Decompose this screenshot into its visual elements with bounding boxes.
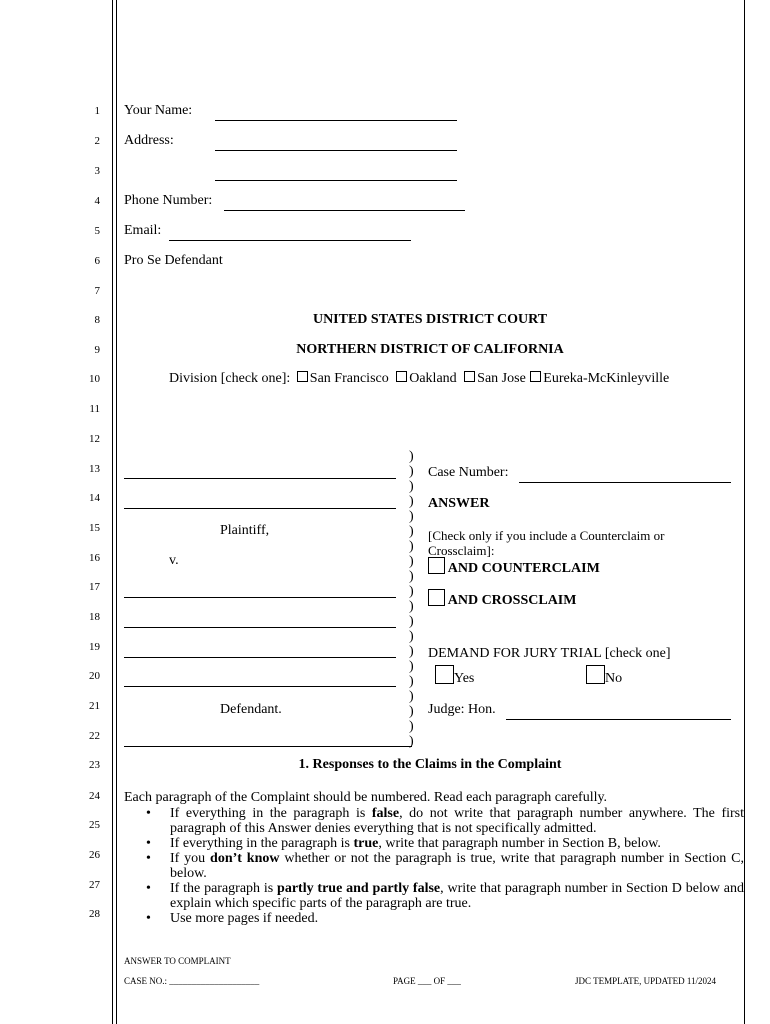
footer-doc-title: ANSWER TO COMPLAINT <box>124 956 231 966</box>
line-number: 13 <box>89 463 100 475</box>
jury-no-label: No <box>605 671 623 686</box>
line-number: 15 <box>89 522 100 534</box>
line-number: 3 <box>94 165 100 177</box>
jury-demand-label: DEMAND FOR JURY TRIAL [check one] <box>428 646 671 661</box>
email-label: Email: <box>124 223 162 238</box>
plaintiff-name-line-1[interactable] <box>124 464 396 479</box>
jury-no-row <box>586 665 622 687</box>
line-number: 19 <box>89 641 100 653</box>
answer-title: ANSWER <box>428 496 490 511</box>
line-number: 26 <box>89 849 100 861</box>
line-number: 18 <box>89 611 100 623</box>
caption-bottom-line <box>124 746 412 747</box>
crossclaim-checkbox[interactable] <box>428 589 445 606</box>
defendant-name-line-3[interactable] <box>124 643 396 658</box>
line-number: 9 <box>94 344 100 356</box>
right-margin-rule <box>744 0 745 1024</box>
line-number: 25 <box>89 819 100 831</box>
caption-divider: ) ) ) ) ) ) ) ) ) ) ) ) ) ) ) ) ) ) ) ) <box>409 449 414 749</box>
crossclaim-label: AND CROSSCLAIM <box>447 593 577 608</box>
line-number: 4 <box>94 195 100 207</box>
judge-field[interactable] <box>506 703 731 720</box>
judge-label: Judge: Hon. <box>428 702 496 717</box>
jury-yes-checkbox[interactable] <box>435 665 454 684</box>
line-number: 22 <box>89 730 100 742</box>
line-number: 16 <box>89 552 100 564</box>
email-field[interactable] <box>169 224 411 241</box>
line-number: 6 <box>94 255 100 267</box>
line-number: 27 <box>89 879 100 891</box>
left-margin-rule-outer <box>112 0 113 1024</box>
checkbox-eureka-mckinleyville[interactable] <box>530 371 541 382</box>
line-number: 5 <box>94 225 100 237</box>
name-field[interactable] <box>215 104 457 121</box>
division-san-jose: San Jose <box>477 371 526 386</box>
versus-label: v. <box>169 553 179 568</box>
court-district: NORTHERN DISTRICT OF CALIFORNIA <box>296 342 564 357</box>
counterclaim-checkbox[interactable] <box>428 557 445 574</box>
line-number: 1 <box>94 105 100 117</box>
defendant-name-line-4[interactable] <box>124 672 396 687</box>
line-number: 20 <box>89 670 100 682</box>
phone-label: Phone Number: <box>124 193 213 208</box>
phone-field[interactable] <box>224 194 465 211</box>
jury-yes-row <box>435 665 474 687</box>
line-number: 24 <box>89 790 100 802</box>
court-title: UNITED STATES DISTRICT COURT <box>312 312 548 327</box>
check-note-line-1: [Check only if you include a Counterclaim or <box>428 528 665 543</box>
footer-case-no: CASE NO.: ____________________ <box>124 976 260 986</box>
line-number: 7 <box>94 285 100 297</box>
line-number: 11 <box>89 403 100 415</box>
line-number: 14 <box>89 492 100 504</box>
case-number-label: Case Number: <box>428 465 509 480</box>
instruction-list <box>124 806 744 926</box>
checkbox-oakland[interactable] <box>396 371 407 382</box>
defendant-name-line-2[interactable] <box>124 613 396 628</box>
list-item: • If the paragraph is partly true and partly false, write that paragraph number in Section D below and explain which specific parts of the paragraph are true. <box>146 881 744 911</box>
line-number: 12 <box>89 433 100 445</box>
name-label: Your Name: <box>124 103 193 118</box>
crossclaim-row <box>428 589 576 609</box>
line-number: 8 <box>94 314 100 326</box>
counterclaim-label: AND COUNTERCLAIM <box>447 561 600 576</box>
plaintiff-label: Plaintiff, <box>220 523 270 538</box>
line-number: 28 <box>89 908 100 920</box>
defendant-label: Defendant. <box>220 702 282 717</box>
division-oakland: Oakland <box>409 371 457 386</box>
jury-yes-label: Yes <box>454 671 475 686</box>
line-number: 2 <box>94 135 100 147</box>
checkbox-san-jose[interactable] <box>464 371 475 382</box>
left-margin-rule-inner <box>116 0 117 1024</box>
counterclaim-row <box>428 557 600 577</box>
footer-page: PAGE ___ OF ___ <box>393 976 461 986</box>
line-number: 10 <box>89 373 100 385</box>
division-san-francisco: San Francisco <box>309 371 389 386</box>
address-field-line-1[interactable] <box>215 134 457 151</box>
check-note-line-2: Crossclaim]: <box>428 543 495 558</box>
address-label: Address: <box>124 133 174 148</box>
division-row <box>169 371 669 387</box>
address-field-line-2[interactable] <box>215 164 457 181</box>
line-number: 23 <box>89 759 100 771</box>
section-intro: Each paragraph of the Complaint should be numbered. Read each paragraph carefully. <box>124 790 608 805</box>
pro-se-label: Pro Se Defendant <box>124 253 223 268</box>
checkbox-san-francisco[interactable] <box>297 371 308 382</box>
list-item: • If everything in the paragraph is true, write that paragraph number in Section B, below. <box>146 836 661 851</box>
list-item: • If everything in the paragraph is false, do not write that paragraph number anywhere. The first paragraph of this Answer denies everything that is not specifically admitted. <box>146 806 744 836</box>
section-heading: 1. Responses to the Claims in the Complaint <box>298 757 562 772</box>
line-number: 21 <box>89 700 100 712</box>
line-number: 17 <box>89 581 100 593</box>
footer-template: JDC TEMPLATE, UPDATED 11/2024 <box>575 976 717 986</box>
list-item: • Use more pages if needed. <box>146 911 319 926</box>
list-item: • If you don’t know whether or not the paragraph is true, write that paragraph number in Section C, below. <box>146 851 744 881</box>
jury-no-checkbox[interactable] <box>586 665 605 684</box>
case-number-field[interactable] <box>519 466 731 483</box>
plaintiff-name-line-2[interactable] <box>124 494 396 509</box>
defendant-name-line-1[interactable] <box>124 583 396 598</box>
division-eureka-mckinleyville: Eureka-McKinleyville <box>543 371 670 386</box>
division-label: Division [check one]: <box>169 371 291 386</box>
